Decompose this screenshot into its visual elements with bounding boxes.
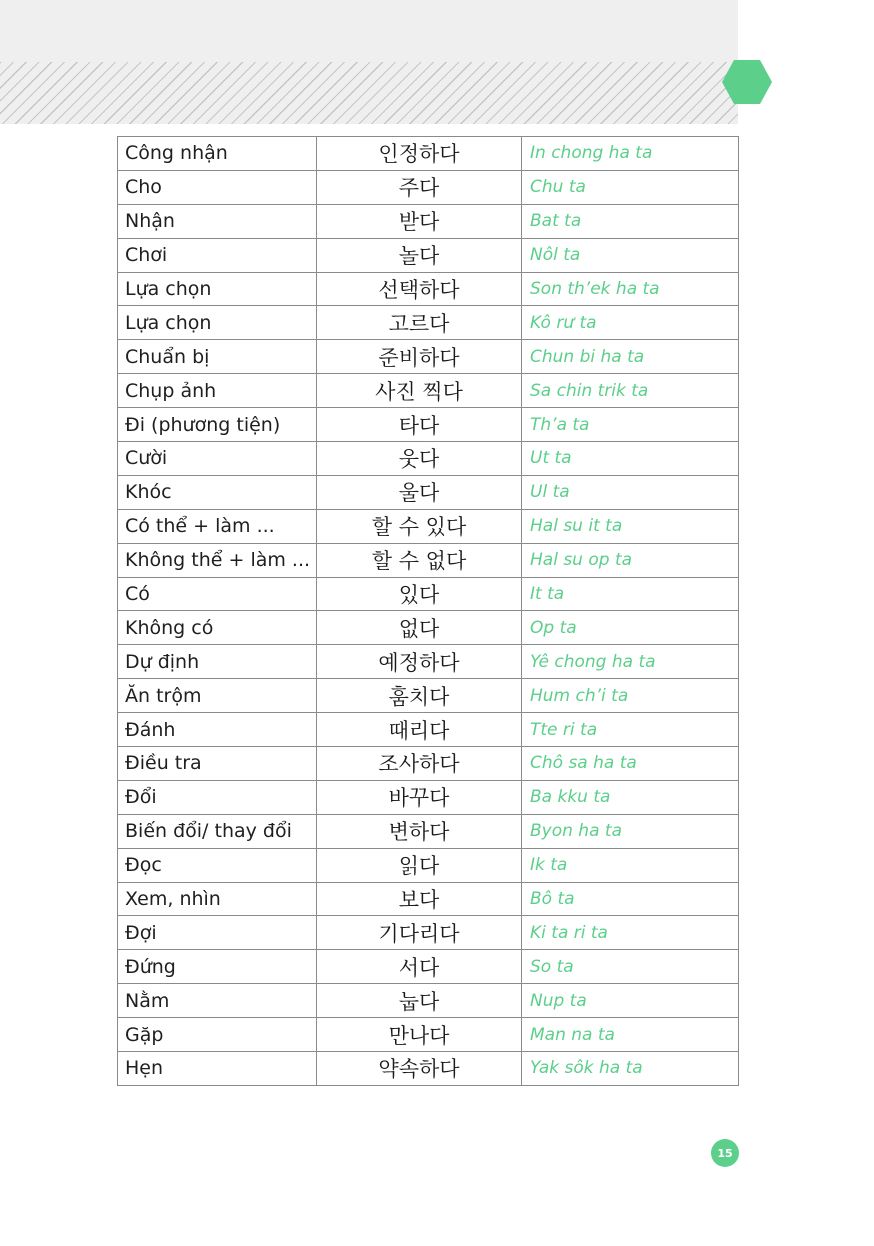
pronunciation: Nôl ta xyxy=(522,238,739,272)
korean-word: 기다리다 xyxy=(317,916,522,950)
table-row xyxy=(118,814,739,848)
pronunciation: Ut ta xyxy=(522,442,739,476)
korean-word: 타다 xyxy=(317,408,522,442)
vietnamese-word: Chuẩn bị xyxy=(118,340,317,374)
table-row xyxy=(118,577,739,611)
vietnamese-word: Đi (phương tiện) xyxy=(118,408,317,442)
korean-word: 놀다 xyxy=(317,238,522,272)
vietnamese-word: Xem, nhìn xyxy=(118,882,317,916)
page-number: 15 xyxy=(711,1139,739,1167)
table-row xyxy=(118,882,739,916)
table-row xyxy=(118,780,739,814)
korean-word: 변하다 xyxy=(317,814,522,848)
vietnamese-word: Hẹn xyxy=(118,1052,317,1086)
pronunciation: Nup ta xyxy=(522,984,739,1018)
header-band xyxy=(0,0,738,62)
vietnamese-word: Không thể + làm ... xyxy=(118,543,317,577)
vietnamese-word: Không có xyxy=(118,611,317,645)
pronunciation: Man na ta xyxy=(522,1018,739,1052)
pronunciation: Yak sôk ha ta xyxy=(522,1052,739,1086)
korean-word: 사진 찍다 xyxy=(317,374,522,408)
korean-word: 울다 xyxy=(317,475,522,509)
pronunciation: Ik ta xyxy=(522,848,739,882)
pronunciation: In chong ha ta xyxy=(522,137,739,171)
vietnamese-word: Lựa chọn xyxy=(118,272,317,306)
pronunciation: Chô sa ha ta xyxy=(522,747,739,781)
pronunciation: Kô rư ta xyxy=(522,306,739,340)
korean-word: 준비하다 xyxy=(317,340,522,374)
table-row xyxy=(118,645,739,679)
vietnamese-word: Nhận xyxy=(118,204,317,238)
vietnamese-word: Chơi xyxy=(118,238,317,272)
vietnamese-word: Ăn trộm xyxy=(118,679,317,713)
table-row xyxy=(118,679,739,713)
table-row xyxy=(118,374,739,408)
korean-word: 약속하다 xyxy=(317,1052,522,1086)
vietnamese-word: Nằm xyxy=(118,984,317,1018)
vietnamese-word: Cho xyxy=(118,170,317,204)
vietnamese-word: Dự định xyxy=(118,645,317,679)
pronunciation: Ki ta ri ta xyxy=(522,916,739,950)
pronunciation: Tte ri ta xyxy=(522,713,739,747)
table-row xyxy=(118,1052,739,1086)
vocabulary-table xyxy=(117,136,739,1086)
pronunciation: So ta xyxy=(522,950,739,984)
table-row xyxy=(118,713,739,747)
vietnamese-word: Công nhận xyxy=(118,137,317,171)
pronunciation: Hal su it ta xyxy=(522,509,739,543)
vietnamese-word: Có xyxy=(118,577,317,611)
pronunciation: Hal su op ta xyxy=(522,543,739,577)
vietnamese-word: Đọc xyxy=(118,848,317,882)
table-row xyxy=(118,340,739,374)
korean-word: 주다 xyxy=(317,170,522,204)
pronunciation: Hum ch’i ta xyxy=(522,679,739,713)
korean-word: 없다 xyxy=(317,611,522,645)
pronunciation: Yê chong ha ta xyxy=(522,645,739,679)
vietnamese-word: Khóc xyxy=(118,475,317,509)
korean-word: 할 수 없다 xyxy=(317,543,522,577)
korean-word: 훔치다 xyxy=(317,679,522,713)
table-row xyxy=(118,1018,739,1052)
table-row xyxy=(118,611,739,645)
vietnamese-word: Đứng xyxy=(118,950,317,984)
korean-word: 인정하다 xyxy=(317,137,522,171)
vietnamese-word: Điều tra xyxy=(118,747,317,781)
table-row xyxy=(118,984,739,1018)
vietnamese-word: Lựa chọn xyxy=(118,306,317,340)
pronunciation: Ul ta xyxy=(522,475,739,509)
pronunciation: Son th’ek ha ta xyxy=(522,272,739,306)
korean-word: 할 수 있다 xyxy=(317,509,522,543)
table-row xyxy=(118,509,739,543)
table-row xyxy=(118,916,739,950)
table-row xyxy=(118,238,739,272)
table-row xyxy=(118,848,739,882)
korean-word: 선택하다 xyxy=(317,272,522,306)
table-row xyxy=(118,950,739,984)
table-row xyxy=(118,408,739,442)
vietnamese-word: Biến đổi/ thay đổi xyxy=(118,814,317,848)
header-stripes xyxy=(0,62,738,124)
vietnamese-word: Cười xyxy=(118,442,317,476)
table-row xyxy=(118,747,739,781)
pronunciation: Ba kku ta xyxy=(522,780,739,814)
vietnamese-word: Đợi xyxy=(118,916,317,950)
korean-word: 눕다 xyxy=(317,984,522,1018)
korean-word: 서다 xyxy=(317,950,522,984)
vietnamese-word: Đổi xyxy=(118,780,317,814)
table-row xyxy=(118,475,739,509)
pronunciation: Sa chin trik ta xyxy=(522,374,739,408)
korean-word: 바꾸다 xyxy=(317,780,522,814)
table-row xyxy=(118,306,739,340)
table-row xyxy=(118,170,739,204)
korean-word: 예정하다 xyxy=(317,645,522,679)
vietnamese-word: Có thể + làm ... xyxy=(118,509,317,543)
table-row xyxy=(118,137,739,171)
table-row xyxy=(118,204,739,238)
table-row xyxy=(118,272,739,306)
table-row xyxy=(118,543,739,577)
table-row xyxy=(118,442,739,476)
pronunciation: Chun bi ha ta xyxy=(522,340,739,374)
korean-word: 보다 xyxy=(317,882,522,916)
korean-word: 웃다 xyxy=(317,442,522,476)
pronunciation: It ta xyxy=(522,577,739,611)
vietnamese-word: Gặp xyxy=(118,1018,317,1052)
vietnamese-word: Chụp ảnh xyxy=(118,374,317,408)
vocabulary-table-body xyxy=(118,137,739,1086)
pronunciation: Chu ta xyxy=(522,170,739,204)
korean-word: 고르다 xyxy=(317,306,522,340)
hexagon-icon xyxy=(721,59,773,105)
korean-word: 때리다 xyxy=(317,713,522,747)
pronunciation: Byon ha ta xyxy=(522,814,739,848)
korean-word: 받다 xyxy=(317,204,522,238)
pronunciation: Th’a ta xyxy=(522,408,739,442)
vietnamese-word: Đánh xyxy=(118,713,317,747)
korean-word: 읽다 xyxy=(317,848,522,882)
pronunciation: Bat ta xyxy=(522,204,739,238)
korean-word: 있다 xyxy=(317,577,522,611)
korean-word: 조사하다 xyxy=(317,747,522,781)
pronunciation: Bô ta xyxy=(522,882,739,916)
korean-word: 만나다 xyxy=(317,1018,522,1052)
pronunciation: Op ta xyxy=(522,611,739,645)
